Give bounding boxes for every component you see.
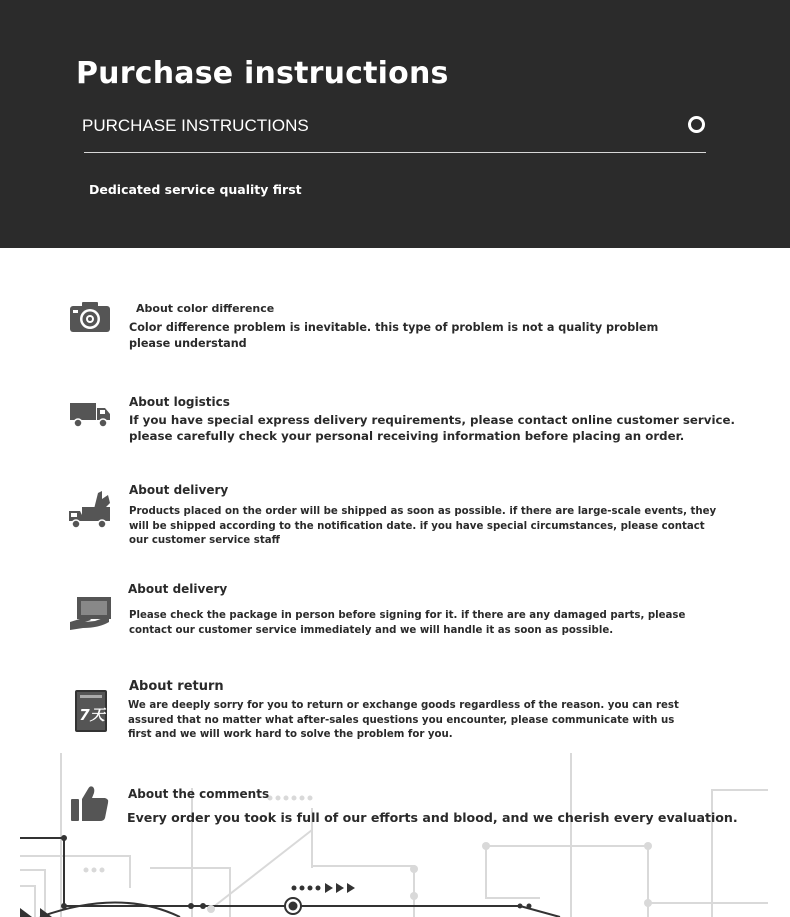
seven-day-return-icon (75, 690, 107, 732)
item-title: About delivery (128, 582, 228, 596)
item-description: Color difference problem is inevitable. this type of problem is not a quality problem please understand (129, 321, 659, 350)
item-description: Please check the package in person before signing for it. if there are any damaged parts, please contact our customer service immediately and we will handle it as soon as possible. (129, 610, 686, 636)
header-banner (0, 0, 790, 248)
page-subtitle: PURCHASE INSTRUCTIONS (82, 116, 309, 135)
item-description: Every order you took is full of our efforts and blood, and we cherish every evaluation. (127, 810, 738, 825)
truck-icon (69, 402, 111, 428)
delivery-truck-icon (68, 491, 112, 529)
seven-day-label: 7天 (79, 706, 105, 724)
header-tagline: Dedicated service quality first (89, 182, 302, 197)
package-hand-icon (69, 596, 113, 632)
item-title: About logistics (129, 395, 230, 409)
item-description: Products placed on the order will be shipped as soon as possible. if there are large-scale events, they will be shipped according to the notification date. if you have special circumstances, please contact our customer service staff (129, 506, 717, 546)
item-description: If you have special express delivery requirements, please contact online customer service. please carefully check your personal receiving information before placing an order. (129, 413, 735, 443)
item-title: About the comments (128, 787, 270, 801)
item-title: About return (129, 679, 224, 694)
camera-icon (69, 301, 111, 333)
ring-icon (688, 116, 705, 133)
item-title: About delivery (129, 483, 229, 497)
item-title: About color difference (136, 302, 275, 315)
thumbs-up-icon (70, 785, 110, 823)
circuit-background (0, 748, 790, 917)
item-description: We are deeply sorry for you to return or exchange goods regardless of the reason. you can rest assured that no matter what after-sales questions you encounter, please communicate with us first and we will work hard to solve the problem for you. (128, 700, 679, 740)
header-divider (84, 152, 706, 153)
page-title: Purchase instructions (76, 56, 449, 91)
